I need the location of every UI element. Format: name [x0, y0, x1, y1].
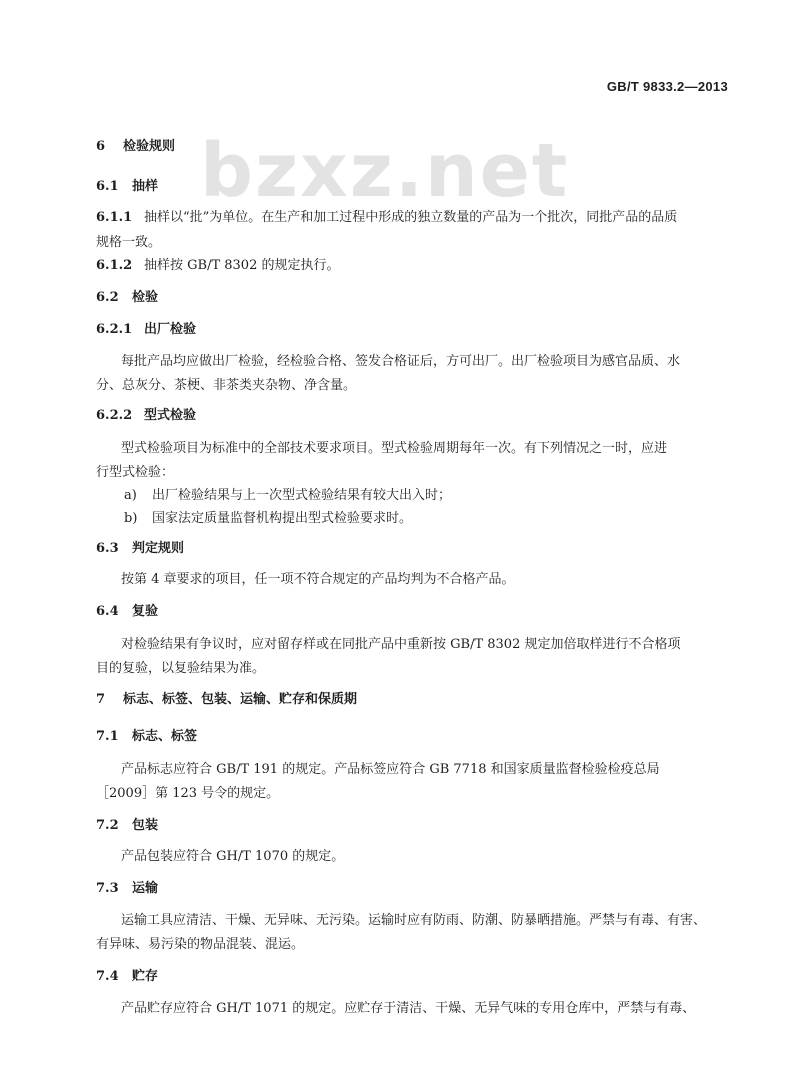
heading-6-2-1 [96, 322, 196, 338]
heading-7-1 [96, 729, 197, 745]
list-item-b [124, 511, 412, 527]
heading-number: 6.2 [96, 290, 119, 305]
paragraph-6-2-2-line-1: 型式检验项目为标准中的全部技术要求项目。型式检验周期每年一次。有下列情况之一时，应进 [121, 441, 668, 456]
heading-7-2 [96, 818, 158, 834]
heading-6-2 [96, 290, 158, 306]
heading-title: 包装 [132, 818, 159, 833]
heading-number: 7.4 [96, 969, 119, 984]
clause-6-1-1 [96, 210, 677, 226]
heading-number: 6.3 [96, 541, 119, 556]
paragraph-6-2-1-line-1: 每批产品均应做出厂检验，经检验合格、签发合格证后，方可出厂。出厂检验项目为感官品质、水 [121, 354, 681, 369]
heading-number: 7.1 [96, 729, 119, 744]
heading-title: 复验 [132, 604, 159, 619]
list-item-a [124, 488, 451, 504]
heading-number: 6.4 [96, 604, 119, 619]
standard-number: GB/T 9833.2—2013 [606, 79, 728, 94]
paragraph-7-3-line-2: 有异味、易污染的物品混装、混运。 [96, 937, 305, 952]
paragraph-7-1-line-2: ［2009］第 123 号令的规定。 [96, 786, 280, 801]
paragraph-6-2-2-line-2: 行型式检验： [96, 465, 175, 480]
heading-number: 6.2.1 [96, 322, 133, 337]
paragraph-7-3-line-1: 运输工具应清洁、干燥、无异味、无污染。运输时应有防雨、防潮、防暴晒措施。严禁与有毒、有害、 [121, 913, 707, 928]
heading-number: 7.3 [96, 881, 119, 896]
heading-6 [96, 139, 175, 155]
heading-number: 6 [96, 139, 106, 154]
clause-text: 抽样以“批”为单位。在生产和加工过程中形成的独立数量的产品为一个批次，同批产品的品质 [144, 210, 678, 225]
paragraph-6-3: 按第 4 章要求的项目，任一项不符合规定的产品均判为不合格产品。 [121, 572, 515, 587]
heading-number: 6.1 [96, 179, 119, 194]
heading-number: 7.2 [96, 818, 119, 833]
paragraph-7-2: 产品包装应符合 GH/T 1070 的规定。 [121, 849, 345, 864]
heading-6-2-2 [96, 408, 196, 424]
list-marker: a) [124, 488, 137, 503]
clause-number: 6.1.1 [96, 210, 133, 225]
paragraph-6-4-line-1: 对检验结果有争议时，应对留存样或在同批产品中重新按 GB/T 8302 规定加倍取样进行不合格项 [121, 637, 681, 652]
clause-6-1-1-continued: 规格一致。 [96, 235, 162, 250]
paragraph-6-4-line-2: 目的复验，以复验结果为准。 [96, 661, 266, 676]
list-marker: b) [124, 511, 138, 526]
heading-number: 7 [96, 692, 106, 707]
list-text: 国家法定质量监督机构提出型式检验要求时。 [152, 511, 413, 526]
watermark: bzxz.net [200, 128, 570, 214]
heading-title: 检验 [132, 290, 159, 305]
paragraph-7-1-line-1: 产品标志应符合 GB/T 191 的规定。产品标签应符合 GB 7718 和国家质量监督检验检疫总局 [121, 762, 660, 777]
heading-7-4 [96, 969, 158, 985]
heading-title: 标志、标签 [132, 729, 198, 744]
heading-number: 6.2.2 [96, 408, 133, 423]
heading-title: 检验规则 [123, 139, 176, 154]
heading-title: 出厂检验 [144, 322, 197, 337]
heading-title: 贮存 [132, 969, 159, 984]
clause-number: 6.1.2 [96, 258, 133, 273]
heading-title: 运输 [132, 881, 159, 896]
paragraph-7-4-line-1: 产品贮存应符合 GH/T 1071 的规定。应贮存于清洁、干燥、无异气味的专用仓库中，严禁与有毒、 [121, 1001, 696, 1016]
heading-title: 型式检验 [144, 408, 197, 423]
heading-7-3 [96, 881, 158, 897]
heading-title: 标志、标签、包装、运输、贮存和保质期 [123, 692, 358, 707]
paragraph-6-2-1-line-2: 分、总灰分、茶梗、非茶类夹杂物、净含量。 [96, 378, 357, 393]
clause-6-1-2 [96, 258, 339, 274]
heading-6-4 [96, 604, 158, 620]
heading-6-3 [96, 541, 184, 557]
heading-title: 抽样 [132, 179, 159, 194]
heading-title: 判定规则 [132, 541, 185, 556]
list-text: 出厂检验结果与上一次型式检验结果有较大出入时； [152, 488, 452, 503]
heading-6-1 [96, 179, 158, 195]
heading-7 [96, 692, 357, 708]
clause-text: 抽样按 GB/T 8302 的规定执行。 [144, 258, 340, 273]
